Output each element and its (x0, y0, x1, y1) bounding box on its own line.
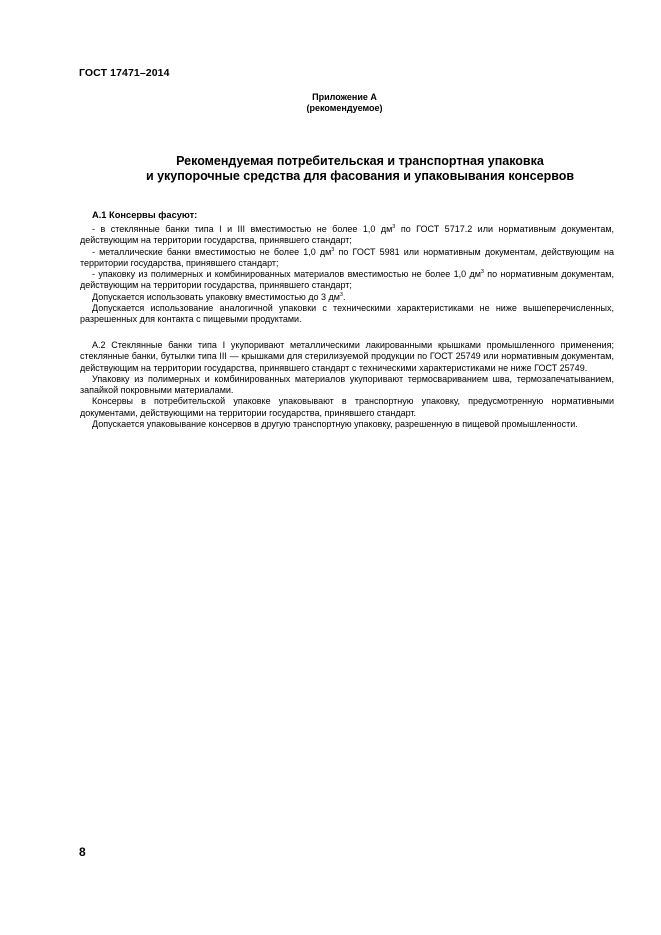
list-item (80, 269, 614, 292)
section-a1-heading: А.1 Консервы фасуют: (92, 210, 198, 220)
appendix-heading (0, 92, 661, 114)
title-line-2: и укупорочные средства для фасования и упаковывания консервов (145, 169, 575, 183)
superscript: 3 (331, 246, 335, 253)
text-fragment: - упаковку из полимерных и комбинированных материалов вместимостью не более 1,0 дм (92, 269, 481, 280)
title-line-1: Рекомендуемая потребительская и транспортная упаковка (176, 154, 544, 168)
list-item (80, 224, 614, 247)
standard-code: ГОСТ 17471–2014 (79, 67, 170, 79)
appendix-label: Приложение А (312, 92, 377, 102)
text-fragment: - в стеклянные банки типа I и III вместимостью не более 1,0 дм (92, 224, 393, 234)
superscript: 3 (392, 224, 396, 230)
text-fragment: - металлические банки вместимостью не более 1,0 дм (92, 246, 332, 257)
section-a1-body (80, 224, 614, 326)
paragraph (80, 292, 614, 303)
paragraph: Консервы в потребительской упаковке упаковывают в транспортную упаковку, предусмотренную нормативными документами, действующими на территории государства, принявшего стандарт. (80, 396, 614, 418)
text-fragment: . (342, 291, 346, 302)
text-fragment: Допускается использовать упаковку вместимостью до 3 дм (92, 291, 340, 302)
paragraph: Допускается упаковывание консервов в другую транспортную упаковку, разрешенную в пищевой промышленности. (92, 419, 578, 430)
paragraph: Упаковку из полимерных и комбинированных материалов укупоривают термосвариванием шва, термозапечатыванием, запайкой покровными материалами. (80, 373, 614, 396)
list-item (80, 247, 614, 270)
superscript: 3 (339, 291, 343, 298)
text-fragment: по нормативным документам, действующим на территории государства, принявшего стандарт; (80, 269, 614, 291)
page-number: 8 (79, 845, 86, 859)
superscript: 3 (480, 269, 484, 276)
paragraph: Допускается использование аналогичной упаковки с техническими характеристиками не ниже вышеперечисленных, разрешенных для контакта с пищевыми продуктами. (80, 303, 614, 325)
text-fragment: по ГОСТ 5981 или нормативным документам, действующим на территории государства, принявшего стандарт; (80, 246, 614, 268)
appendix-status: (рекомендуемое) (306, 103, 383, 113)
section-a2-body (80, 340, 614, 430)
text-fragment: по ГОСТ 5717.2 или нормативным документам, действующим на территории государства, принявшего стандарт; (80, 224, 615, 246)
document-title (100, 154, 620, 184)
paragraph: А.2 Стеклянные банки типа I укупоривают металлическими лакированными крышками промышленного применения; стеклянные банки, бутылки типа III — крышками для стерилизуемой продукции по ГОСТ 25749 или нормативным документам, действующим на территории государства, принявшего стандарт с техническими характеристиками не ниже ГОСТ 25749. (80, 340, 614, 373)
